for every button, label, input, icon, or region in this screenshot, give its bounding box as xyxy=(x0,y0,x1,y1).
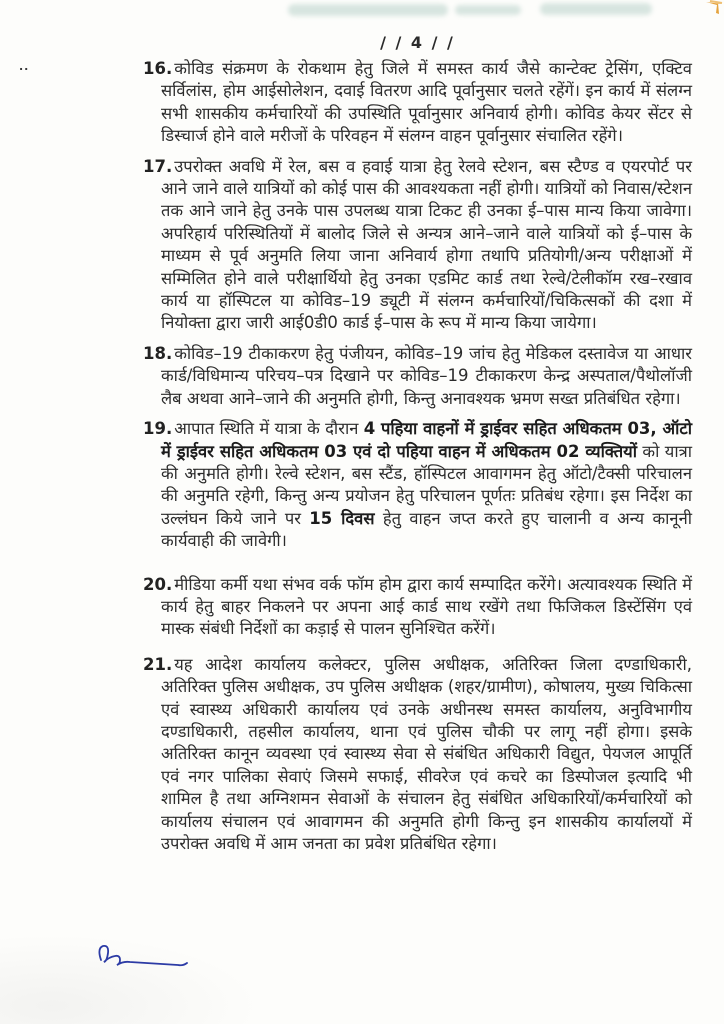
margin-pencil-mark: .. xyxy=(19,60,30,73)
paragraph-text: यह आदेश कार्यालय कलेक्टर, पुलिस अधीक्षक, अतिरिक्त जिला दण्डाधिकारी, अतिरिक्त पुलिस अधीक्षक, उप पुलिस अधीक्षक (शहर/ग्रामीण), कोषालय, मुख्य चिकित्सा एवं स्वास्थ्य अधिकारी कार्यालय एवं उनके अधीनस्थ समस्त कार्यालय, अनुविभागीय दण्डाधिकारी, तहसील कार्यालय, थाना एवं पुलिस चौकी पर लागू नहीं होगा। इसके अतिरिक्त कानून व्यवस्था एवं स्वास्थ्य सेवा से संबंधित अधिकारी विद्युत, पेयजल आपूर्ति एवं नगर पालिका सेवाएं जिसमे सफाई, सीवरेज एवं कचरे का डिस्पोजल इत्यादि भी शामिल है तथा अग्निशमन सेवाओं के संचालन हेतु संबंधित अधिकारियों/कर्मचारियों को कार्यालय संचालन एवं आवागमन की अनुमति होगी किन्तु इन शासकीय कार्यालयों में उपरोक्त अवधि में आम जनता का प्रवेश प्रतिबंधित रहेगा। xyxy=(161,654,692,853)
paragraph-number: 18. xyxy=(143,343,173,363)
paragraph-text: उपरोक्त अवधि में रेल, बस व हवाई यात्रा हेतु रेलवे स्टेशन, बस स्टैण्ड व एयरपोर्ट पर आने जाने वाले यात्रियों को कोई पास की आवश्यकता नहीं होगी। यात्रियों को निवास/स्टेशन तक आने जाने हेतु उनके पास उपलब्ध यात्रा टिकट ही उनका ई–पास मान्य किया जावेगा। अपरिहार्य परिस्थितियों में बालोद जिले से अन्यत्र आने–जाने वाले यात्रियों को ई–पास के माध्यम से पूर्व अनुमति लिया जाना अनिवार्य होगा तथापि प्रतियोगी/अन्य परीक्षाओं में सम्मिलित होने वाले परीक्षार्थियो हेतु उनका एडमिट कार्ड तथा रेल्वे/टेलीकॉम रख–रखाव कार्य या हॉस्पिटल या कोविड–19 ड्यूटी में संलग्न कर्मचारियों/चिकित्सकों की दशा में नियोक्ता द्वारा जारी आई0डी0 कार्ड ई–पास के रूप में मान्य किया जायेगा। xyxy=(161,156,692,333)
paragraph-number: 16. xyxy=(143,59,173,78)
scan-bleed-through-strip xyxy=(455,5,521,15)
page-number: / / 4 / / xyxy=(380,33,455,52)
corner-ink-mark xyxy=(704,0,724,22)
paragraph-number: 20. xyxy=(143,574,173,594)
order-paragraph xyxy=(143,574,692,641)
paragraph-text: कोविड–19 टीकाकरण हेतु पंजीयन, कोविड–19 जांच हेतु मेडिकल दस्तावेज या आधार कार्ड/विधिमान्य परिचय–पत्र दिखाने पर कोविड–19 टीकाकरण केन्द्र अस्पताल/पैथोलॉजी लैब अथवा आने–जाने की अनुमति होगी, किन्तु अनावश्यक भ्रमण सख्त प्रतिबंधित रहेगा। xyxy=(161,343,692,408)
paragraph-text: मीडिया कर्मी यथा संभव वर्क फॉम होम द्वारा कार्य सम्पादित करेंगे। अत्यावश्यक स्थिति में कार्य हेतु बाहर निकलने पर अपना आई कार्ड साथ रखेंगे तथा फिजिकल डिस्टेंसिंग एवं मास्क संबंधी निर्देशों का कड़ाई से पालन सुनिश्चित करेंगें। xyxy=(161,574,692,639)
order-paragraph xyxy=(143,418,692,552)
paragraph-text: कोविड संक्रमण के रोकथाम हेतु जिले में समस्त कार्य जैसे कान्टेक्ट ट्रेसिंग, एक्टिव सर्विलांस, होम आईसोलेशन, दवाई वितरण आदि पूर्वानुसार चलते रहेंगें। इन कार्य में संलग्न सभी शासकीय कर्मचारियों की उपस्थिति पूर्वानुसार अनिवार्य होगी। कोविड केयर सेंटर से डिस्चार्ज होने वाले मरीजों के परिवहन में संलग्न वाहन पूर्वानुसार संचालित रहेंगे। xyxy=(161,59,692,146)
scan-bleed-through-strip xyxy=(540,3,652,15)
paragraph-number: 21. xyxy=(143,654,173,674)
order-paragraph xyxy=(143,343,692,410)
paragraph-number: 19. xyxy=(143,419,173,439)
order-paragraph xyxy=(143,654,692,856)
paragraph-text: आपात स्थिति में यात्रा के दौरान 4 पहिया वाहनों में ड्राईवर सहित अधिकतम 03, ऑटो में ड्राईवर सहित अधिकतम 03 एवं दो पहिया वाहन में अधिकतम 02 व्यक्तियों को यात्रा की अनुमति होगी। रेल्वे स्टेशन, बस स्टैंड, हॉस्पिटल आवागमन हेतु ऑटो/टैक्सी परिचालन की अनुमति रहेगी, किन्तु अन्य प्रयोजन हेतु परिचालन पूर्णतः प्रतिबंध रहेगा। इस निर्देश का उल्लंघन किये जाने पर 15 दिवस हेतु वाहन जप्त करते हुए चालानी व अन्य कानूनी कार्यवाही की जावेगी। xyxy=(161,419,693,551)
scan-shadow xyxy=(0,934,260,1024)
order-paragraph xyxy=(143,156,692,335)
paragraph-number: 17. xyxy=(143,156,173,176)
scan-bleed-through-strip xyxy=(288,4,448,16)
order-paragraph-list xyxy=(143,58,692,863)
order-paragraph xyxy=(143,58,692,148)
